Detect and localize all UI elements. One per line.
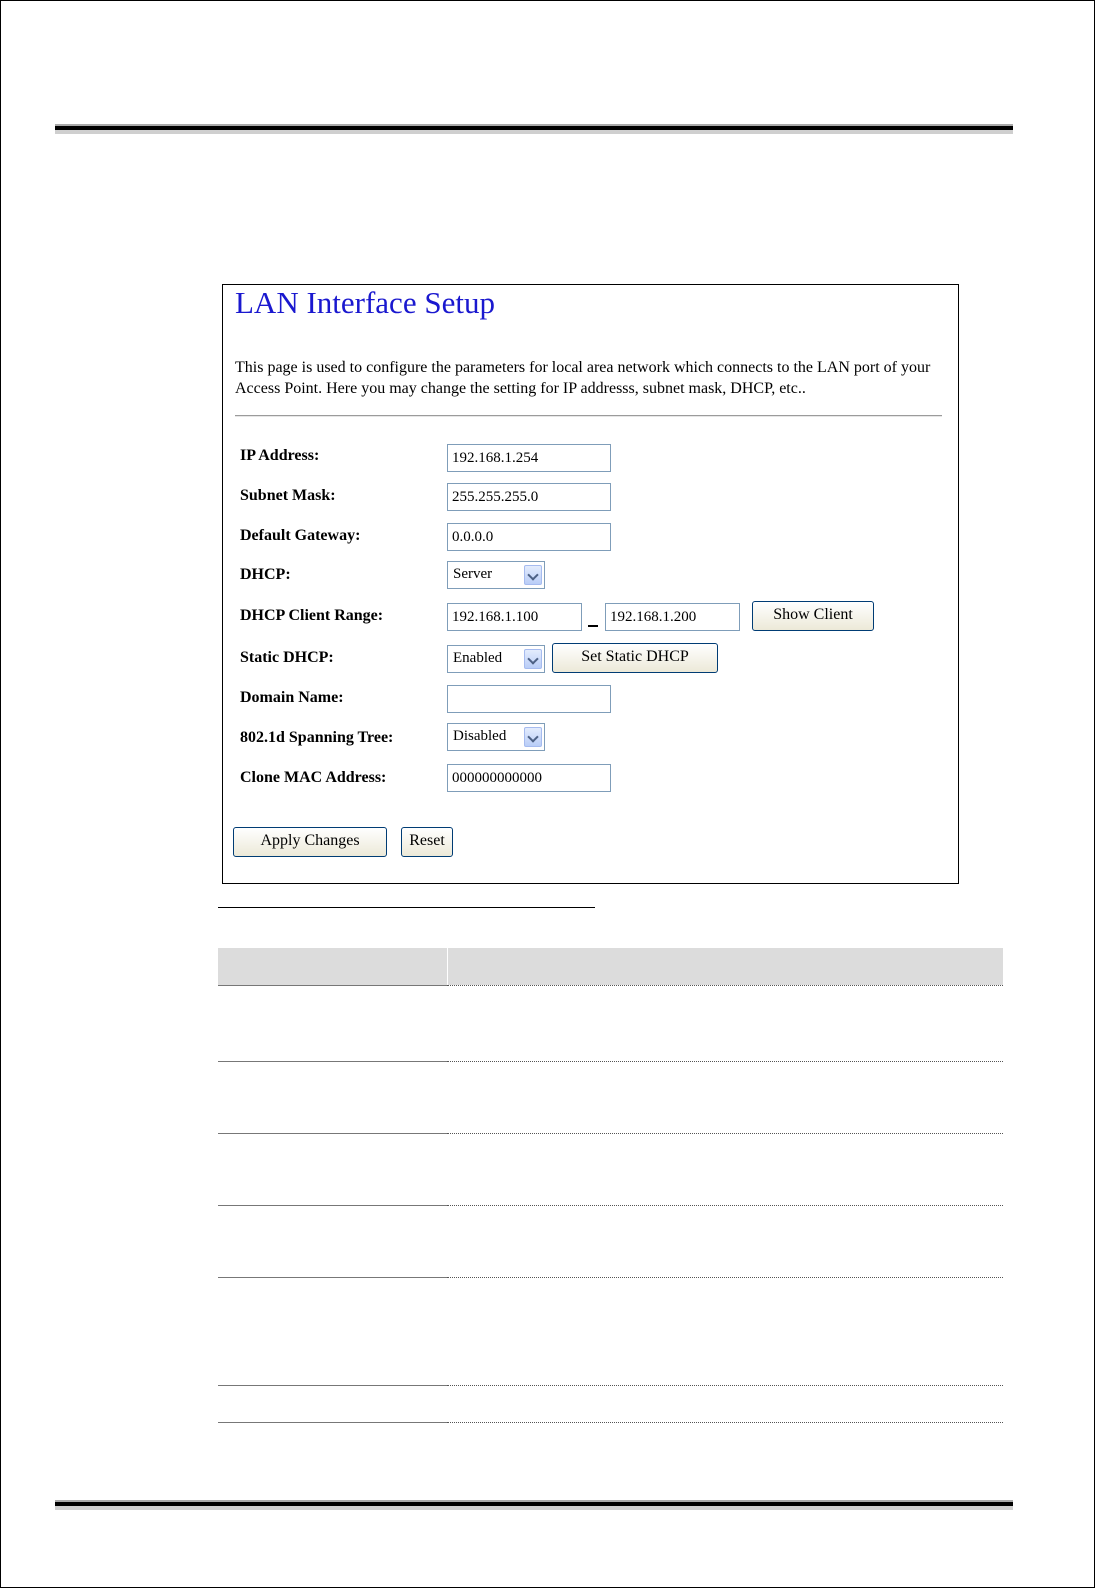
page-description: This page is used to configure the parameters for local area network which connects to the LAN port of your Access Point. Here you may change the setting for IP addresss, subnet mask, DHCP, etc.. <box>235 359 931 397</box>
caption-underline <box>218 907 595 908</box>
domain-name-input[interactable] <box>447 685 611 713</box>
dhcp-range-start-input[interactable]: 192.168.1.100 <box>447 603 582 631</box>
ip-address-label: IP Address: <box>240 447 320 464</box>
static-dhcp-select[interactable] <box>447 645 545 673</box>
dhcp-select-value: Server <box>453 566 493 582</box>
clone-mac-input[interactable]: 000000000000 <box>447 764 611 792</box>
show-client-button[interactable]: Show Client <box>752 601 874 631</box>
page-title: LAN Interface Setup <box>235 285 495 320</box>
dhcp-client-range-label: DHCP Client Range: <box>240 607 384 624</box>
set-static-dhcp-button[interactable]: Set Static DHCP <box>552 643 718 673</box>
divider <box>235 415 942 417</box>
chevron-down-icon[interactable] <box>524 727 542 747</box>
static-dhcp-label: Static DHCP: <box>240 649 334 666</box>
clone-mac-label: Clone MAC Address: <box>240 769 387 786</box>
footer-rule <box>55 1500 1013 1510</box>
dhcp-range-end-input[interactable]: 192.168.1.200 <box>605 603 740 631</box>
range-dash <box>588 625 598 627</box>
domain-name-label: Domain Name: <box>240 689 344 706</box>
subnet-mask-label: Subnet Mask: <box>240 487 336 504</box>
dhcp-label: DHCP: <box>240 566 291 583</box>
lan-setup-screenshot <box>222 284 959 884</box>
default-gateway-input[interactable]: 0.0.0.0 <box>447 523 611 551</box>
dhcp-select[interactable] <box>447 561 545 589</box>
apply-changes-button[interactable]: Apply Changes <box>233 827 387 857</box>
subnet-mask-input[interactable]: 255.255.255.0 <box>447 483 611 511</box>
spanning-tree-select[interactable] <box>447 723 545 751</box>
header-rule <box>55 124 1013 134</box>
spanning-tree-select-value: Disabled <box>453 728 507 744</box>
spanning-tree-label: 802.1d Spanning Tree: <box>240 729 394 746</box>
static-dhcp-select-value: Enabled <box>453 650 503 666</box>
reset-button[interactable]: Reset <box>401 827 453 857</box>
chevron-down-icon[interactable] <box>524 649 542 669</box>
table-header <box>218 948 1003 985</box>
default-gateway-label: Default Gateway: <box>240 527 361 544</box>
chevron-down-icon[interactable] <box>524 565 542 585</box>
header-divider <box>447 948 448 985</box>
ip-address-input[interactable]: 192.168.1.254 <box>447 444 611 472</box>
